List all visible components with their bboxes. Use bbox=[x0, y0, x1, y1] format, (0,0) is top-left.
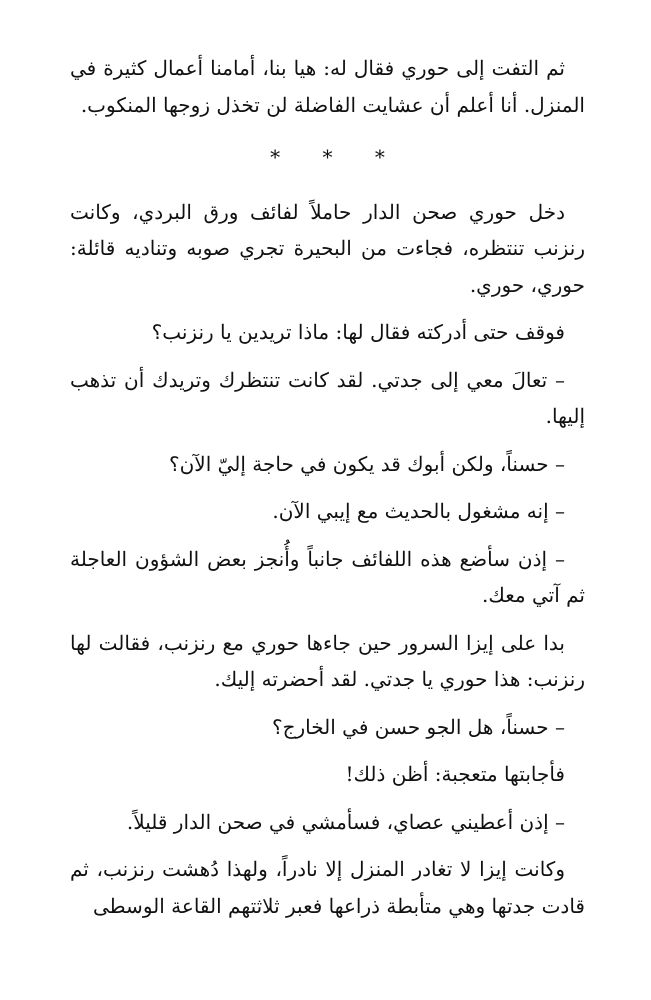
book-page bbox=[70, 50, 585, 935]
paragraph: دخل حوري صحن الدار حاملاً لفائف ورق البردي، وكانت رنزنب تنتظره، فجاءت من البحيرة تجري صوبه وتناديه قائلة: حوري، حوري. bbox=[70, 199, 585, 297]
dialogue-line: – إذن أعطيني عصاي، فسأمشي في صحن الدار قليلاً. bbox=[126, 809, 565, 834]
dialogue-line: – تعالَ معي إلى جدتي. لقد كانت تنتظرك وتريدك أن تذهب إليها. bbox=[70, 367, 585, 428]
paragraph: بدا على إيزا السرور حين جاءها حوري مع رنزنب، فقالت لها رنزنب: هذا حوري يا جدتي. لقد أحضرته إليك. bbox=[70, 630, 585, 691]
dialogue-line: – إذن سأضع هذه اللفائف جانباً وأُنجز بعض الشؤون العاجلة ثم آتي معك. bbox=[70, 546, 585, 607]
dialogue-line: – إنه مشغول بالحديث مع إيبي الآن. bbox=[272, 499, 565, 523]
paragraph: فأجابتها متعجبة: أظن ذلك! bbox=[345, 762, 565, 786]
paragraph: وكانت إيزا لا تغادر المنزل إلا نادراً، ولهذا دُهشت رنزنب، ثم قادت جدتها وهي متأبطة ذراعها فعبر ثلاثتهم القاعة الوسطى bbox=[70, 857, 585, 918]
section-separator: * * * bbox=[270, 145, 403, 169]
dialogue-line: – حسناً، هل الجو حسن في الخارج؟ bbox=[271, 714, 565, 739]
dialogue-line: – حسناً، ولكن أبوك قد يكون في حاجة إليّ الآن؟ bbox=[168, 451, 565, 476]
paragraph: فوقف حتى أدركته فقال لها: ماذا تريدين يا رنزنب؟ bbox=[151, 320, 565, 344]
paragraph-opening: ثم التفت إلى حوري فقال له: هيا بنا، أمامنا أعمال كثيرة في المنزل. أنا أعلم أن عشايت الفاضلة لن تخذل زوجها المنكوب. bbox=[70, 56, 585, 117]
